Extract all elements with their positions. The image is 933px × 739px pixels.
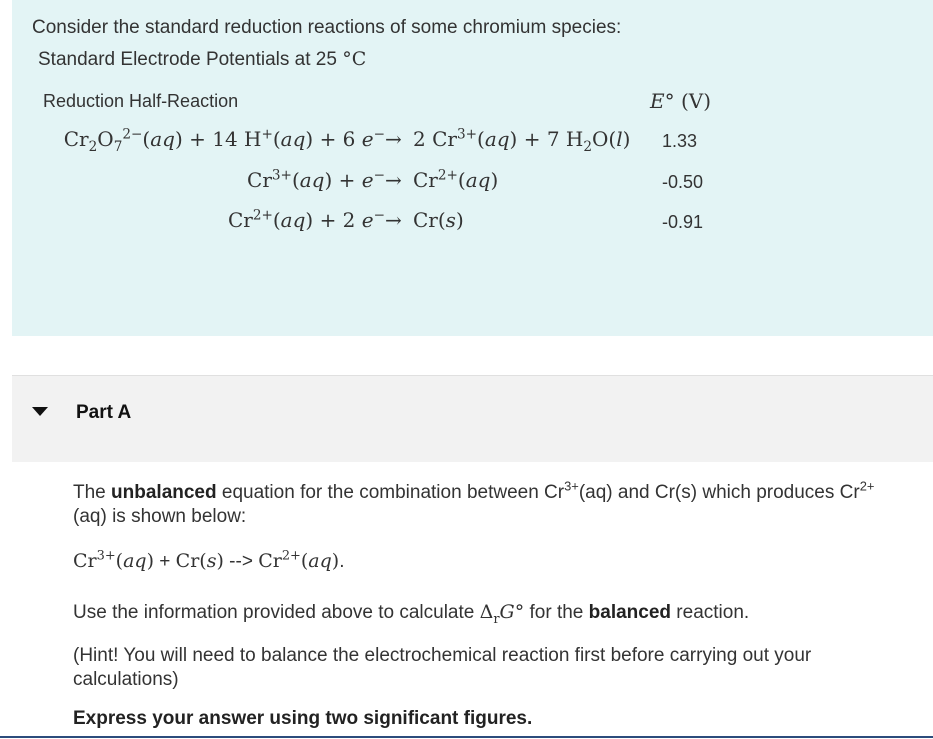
intro-text: Consider the standard reduction reactions of some chromium species: [32, 17, 622, 38]
reaction-arrow: → [385, 127, 402, 151]
question-instruction: Use the information provided above to calculate $\Delta_rG^\circ$ for the balanced reaction. [73, 601, 750, 627]
table-title [38, 48, 366, 71]
potential-unit: (V) [680, 89, 712, 113]
answer-format-instruction: Express your answer using two significant figures. [73, 708, 533, 729]
reaction-rhs: 2 $Cr^{3+}(aq) + 7$ $H_2O(l)$ [413, 126, 631, 155]
collapse-caret-icon[interactable] [32, 407, 48, 416]
part-a-header[interactable] [12, 375, 933, 462]
part-title: Part A [76, 402, 132, 423]
table-title-unit: °C [342, 48, 367, 70]
potential-symbol: E° [650, 89, 675, 113]
question-intro: The unbalanced equation for the combination between $Cr^{3+}(aq)$ and Cr(s) which produces $Cr^{2+}$ (aq) is shown below: [73, 478, 875, 527]
column-header-reaction: Reduction Half-Reaction [43, 91, 239, 111]
reaction-potential: -0.50 [662, 172, 704, 192]
reaction-arrow: → [385, 168, 402, 192]
reaction-lhs: $Cr^{3+}(aq) + e^-$ [247, 167, 385, 192]
reaction-potential: -0.91 [662, 212, 704, 232]
reaction-arrow: → [385, 208, 402, 232]
reaction-lhs: $Cr_2O_7^{2-}(aq) + 14$ H+(aq) + 6 e− [63, 126, 385, 155]
hint-text: (Hint! You will need to balance the electrochemical reaction first before carrying out your calculations) [73, 645, 812, 690]
table-title-text: Standard Electrode Potentials at 25 [38, 49, 343, 70]
reaction-row-2 [12, 168, 933, 202]
column-header-potential [650, 89, 711, 113]
intro-panel [12, 0, 933, 336]
reaction-rhs: $Cr^{2+}(aq)$ [413, 167, 499, 192]
divider [0, 736, 933, 738]
reaction-row-3 [12, 208, 933, 242]
reaction-potential: 1.33 [662, 131, 698, 151]
reaction-lhs: $Cr^{2+}(aq) + 2$ e− [227, 207, 385, 232]
reaction-rhs: Cr(s) [413, 208, 464, 232]
unbalanced-equation: $Cr^{3+}(aq) + Cr(s)$ --> $Cr^{2+}(aq)$. [73, 548, 345, 572]
reaction-row-1 [12, 127, 933, 161]
